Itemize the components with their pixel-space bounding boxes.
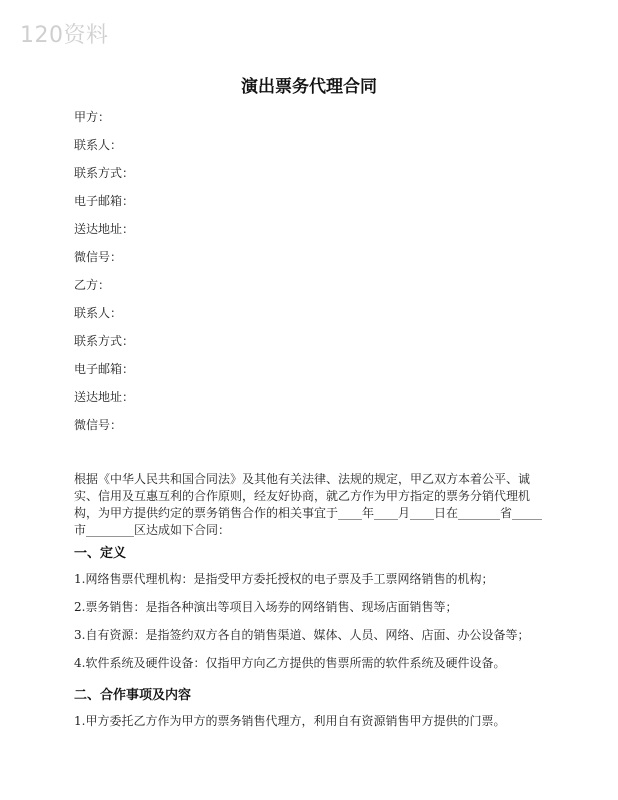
cooperation-item: 1.甲方委托乙方作为甲方的票务销售代理方，利用自有资源销售甲方提供的门票。 — [74, 714, 506, 728]
preamble-line: 构，为甲方提供约定的票务销售合作的相关事宜于____年____月____日在_______省_____ — [74, 506, 543, 520]
watermark: 120资料 — [20, 23, 109, 48]
party-b-label: 乙方： — [74, 278, 111, 292]
definition-item: 3.自有资源：是指签约双方各自的销售渠道、媒体、人员、网络、店面、办公设备等； — [74, 628, 530, 642]
party-a-address: 送达地址： — [74, 222, 135, 236]
definition-item: 1.网络售票代理机构：是指受甲方委托授权的电子票及手工票网络销售的机构； — [74, 572, 494, 586]
party-b-address: 送达地址： — [74, 390, 135, 404]
party-a-wechat: 微信号： — [74, 250, 123, 264]
party-b-email: 电子邮箱： — [74, 362, 135, 376]
definition-item: 4.软件系统及硬件设备：仅指甲方向乙方提供的售票所需的软件系统及硬件设备。 — [74, 656, 506, 670]
document-title: 演出票务代理合同 — [241, 77, 377, 97]
party-b-phone: 联系方式： — [74, 334, 135, 348]
party-a-contact: 联系人： — [74, 138, 123, 152]
preamble-line: 根据《中华人民共和国合同法》及其他有关法律、法规的规定，甲乙双方本着公平、诚 — [74, 472, 531, 486]
preamble-paragraph — [74, 471, 548, 539]
party-b-contact: 联系人： — [74, 306, 123, 320]
section-heading-cooperation: 二、合作事项及内容 — [74, 688, 192, 703]
preamble-line: 市________区达成如下合同： — [74, 523, 231, 537]
party-a-label: 甲方： — [74, 110, 111, 124]
party-a-email: 电子邮箱： — [74, 194, 135, 208]
party-a-phone: 联系方式： — [74, 166, 135, 180]
preamble-line: 实、信用及互惠互利的合作原则，经友好协商，就乙方作为甲方指定的票务分销代理机 — [74, 489, 531, 503]
definition-item: 2.票务销售：是指各种演出等项目入场券的网络销售、现场店面销售等； — [74, 600, 458, 614]
section-heading-definitions: 一、定义 — [74, 546, 127, 561]
party-b-wechat: 微信号： — [74, 418, 123, 432]
